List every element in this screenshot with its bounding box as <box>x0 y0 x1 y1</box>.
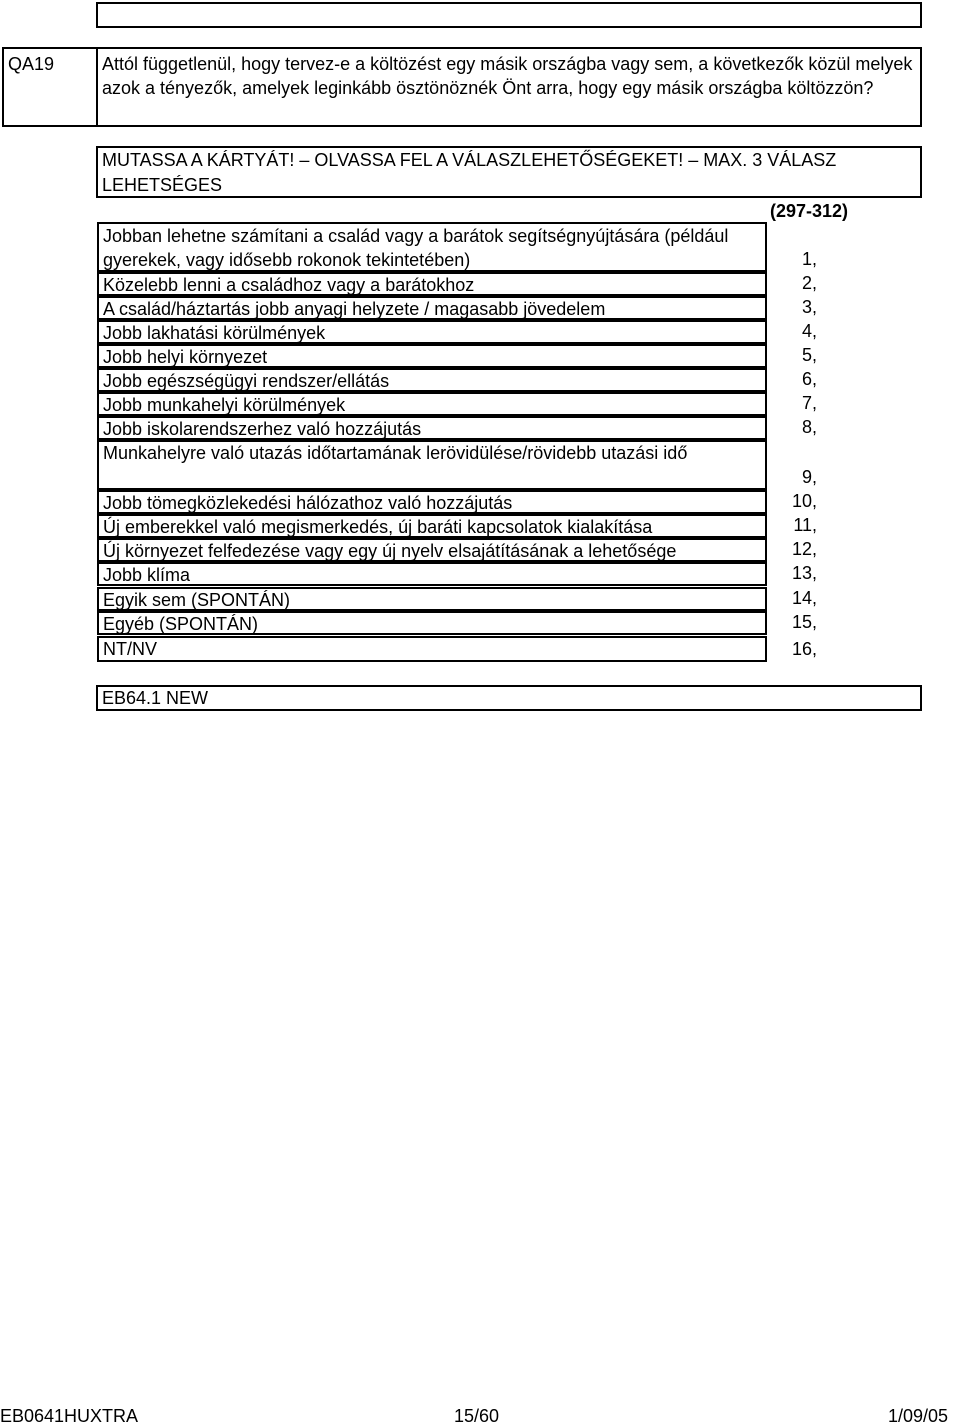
option-label: Jobb munkahelyi körülmények <box>103 395 346 415</box>
option-code: 14, <box>791 588 817 608</box>
option-code: 5, <box>801 345 817 365</box>
source-note: EB64.1 NEW <box>102 688 209 708</box>
question-text: Attól függetlenül, hogy tervez-e a költözést egy másik országba vagy sem, a következők közül melyek azok a tényezők, amelyek leginkább ösztönöznék Önt arra, hogy egy másik országba költözzön? <box>102 54 913 98</box>
question-id: QA19 <box>8 54 55 74</box>
option-label: Jobb lakhatási körülmények <box>103 323 326 343</box>
option-row <box>97 611 767 635</box>
option-row <box>97 296 767 320</box>
option-row <box>97 490 767 514</box>
option-label: Egyik sem (SPONTÁN) <box>103 590 291 610</box>
option-row <box>97 320 767 344</box>
option-code: 6, <box>801 369 817 389</box>
option-label: Új emberekkel való megismerkedés, új baráti kapcsolatok kialakítása <box>103 517 653 537</box>
footer-center: 15/60 <box>454 1406 500 1426</box>
option-label: Jobb tömegközlekedési hálózathoz való hozzájutás <box>103 493 513 513</box>
option-row <box>97 538 767 562</box>
option-row <box>97 392 767 416</box>
option-row <box>97 440 767 490</box>
footer-left: EB0641HUXTRA <box>0 1406 139 1426</box>
option-row <box>97 636 767 662</box>
instruction-text: MUTASSA A KÁRTYÁT! – OLVASSA FEL A VÁLASZLEHETŐSÉGEKET! – MAX. 3 VÁLASZ LEHETSÉGES <box>102 150 837 195</box>
option-label: A család/háztartás jobb anyagi helyzete / magasabb jövedelem <box>103 299 606 319</box>
option-code: 8, <box>801 417 817 437</box>
option-row <box>97 222 767 272</box>
option-row <box>97 344 767 368</box>
option-label: Jobb helyi környezet <box>103 347 268 367</box>
option-row <box>97 514 767 538</box>
option-code: 16, <box>791 639 817 659</box>
option-row <box>97 272 767 296</box>
option-code: 10, <box>791 491 817 511</box>
option-row <box>97 368 767 392</box>
option-code: 4, <box>801 321 817 341</box>
option-code: 1, <box>801 249 817 269</box>
option-code: 3, <box>801 297 817 317</box>
option-row <box>97 587 767 611</box>
header-empty-box <box>96 2 922 28</box>
option-code: 11, <box>793 515 817 535</box>
option-label: Jobb iskolarendszerhez való hozzájutás <box>103 419 422 439</box>
option-label: Jobb egészségügyi rendszer/ellátás <box>103 371 390 391</box>
option-label: Közelebb lenni a családhoz vagy a barátokhoz <box>103 275 475 295</box>
option-code: 12, <box>791 539 817 559</box>
footer-right: 1/09/05 <box>888 1406 949 1426</box>
option-code: 13, <box>791 563 817 583</box>
option-row <box>97 416 767 440</box>
option-code: 2, <box>801 273 817 293</box>
option-code: 9, <box>801 467 817 487</box>
option-label: Munkahelyre való utazás időtartamának lerövidülése/rövidebb utazási idő <box>103 443 688 463</box>
source-note-box <box>96 685 922 711</box>
option-label: NT/NV <box>103 639 157 659</box>
option-row <box>97 562 767 586</box>
option-label: Új környezet felfedezése vagy egy új nyelv elsajátításának a lehetősége <box>103 541 677 561</box>
option-label: Jobban lehetne számítani a család vagy a barátok segítségnyújtására (például gyerekek, vagy idősebb rokonok tekintetében) <box>103 226 729 270</box>
option-code: 15, <box>791 612 817 632</box>
question-id-divider <box>96 47 98 127</box>
option-code: 7, <box>801 393 817 413</box>
option-label: Jobb klíma <box>103 565 191 585</box>
option-label: Egyéb (SPONTÁN) <box>103 614 259 634</box>
column-range: (297-312) <box>770 201 849 221</box>
